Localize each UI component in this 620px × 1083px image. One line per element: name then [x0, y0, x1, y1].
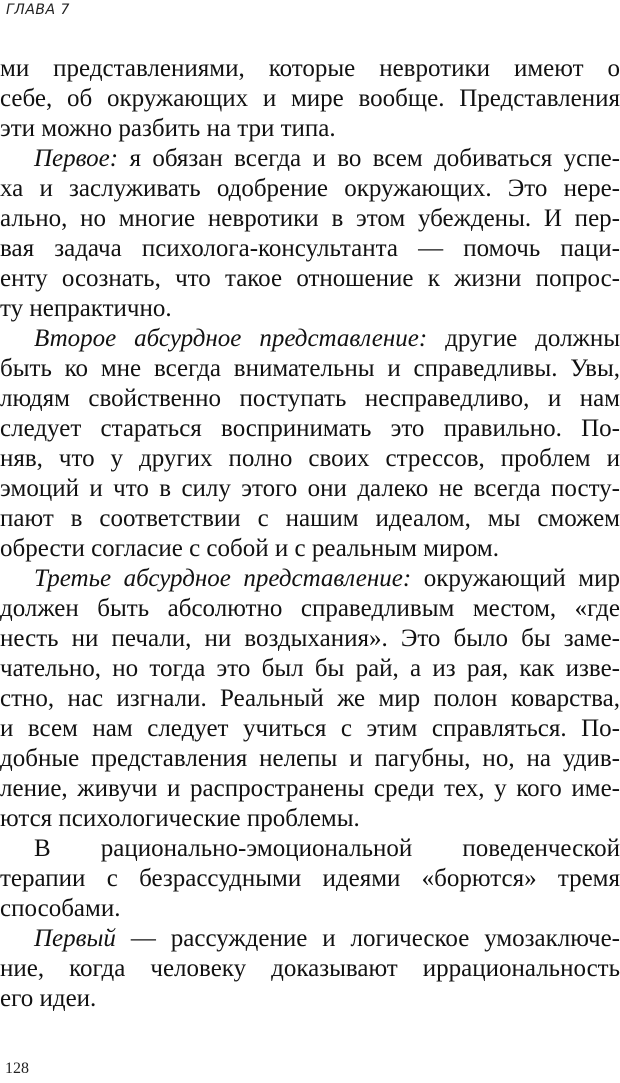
text-run: В рационально-эмоциональной поведенческой	[34, 835, 620, 862]
text-run: ются психологические проблемы.	[0, 805, 360, 832]
text-line	[0, 684, 620, 714]
text-line	[0, 894, 620, 924]
text-line	[0, 264, 620, 294]
text-run: несть ни печали, ни воздыхания». Это было бы заме-	[0, 625, 620, 652]
text-run: ально, но многие невротики в этом убеждены. И пер-	[0, 205, 620, 232]
text-line	[0, 84, 620, 114]
text-line	[0, 204, 620, 234]
text-run: ми представлениями, которые невротики имеют о	[0, 55, 620, 82]
text-run: способами.	[0, 895, 121, 922]
text-run: и всем нам следует учиться с этим справляться. По-	[0, 715, 620, 742]
text-run: следует стараться воспринимать это правильно. По-	[0, 415, 620, 442]
text-run: должен быть абсолютно справедливым местом, «где	[0, 595, 620, 622]
text-run: я обязан всегда и во всем добиваться успе-	[118, 145, 620, 172]
text-run: людям свойственно поступать несправедливо, и нам	[0, 385, 620, 412]
text-line	[0, 234, 620, 264]
text-line	[0, 714, 620, 744]
text-line	[0, 834, 620, 864]
text-run: быть ко мне всегда внимательны и справедливы. Увы,	[0, 355, 620, 382]
text-line	[0, 354, 620, 384]
text-run: окружающий мир	[411, 565, 620, 592]
text-line	[0, 984, 620, 1014]
body-text	[0, 54, 620, 1014]
page-number: 128	[5, 1060, 29, 1077]
text-line	[0, 54, 620, 84]
text-run: чательно, но тогда это был бы рай, а из рая, как изве-	[0, 655, 620, 682]
text-line	[0, 174, 620, 204]
italic-term: Третье абсурдное представление:	[34, 565, 412, 592]
text-run: ха и заслуживать одобрение окружающих. Это нере-	[0, 175, 620, 202]
text-line	[0, 594, 620, 624]
text-line	[0, 294, 620, 324]
text-run: эти можно разбить на три типа.	[0, 115, 336, 142]
text-line	[0, 654, 620, 684]
text-run: себе, об окружающих и мире вообще. Представления	[0, 85, 620, 112]
text-run: добные представления нелепы и пагубны, но, на удив-	[0, 745, 620, 772]
text-line	[0, 384, 620, 414]
text-run: вая задача психолога-консультанта — помочь паци-	[0, 235, 620, 262]
text-line	[0, 804, 620, 834]
text-run: ту непрактично.	[0, 295, 172, 322]
text-run: — рассуждение и логическое умозаключе-	[115, 925, 620, 952]
text-run: терапии с безрассудными идеями «борются» тремя	[0, 865, 620, 892]
chapter-header: ГЛАВА 7	[6, 2, 70, 18]
text-line	[0, 924, 620, 954]
text-line	[0, 414, 620, 444]
text-run: няв, что у других полно своих стрессов, проблем и	[0, 445, 620, 472]
text-line	[0, 534, 620, 564]
text-line	[0, 474, 620, 504]
text-run: эмоций и что в силу этого они далеко не всегда посту-	[0, 475, 620, 502]
text-line	[0, 324, 620, 354]
text-line	[0, 564, 620, 594]
text-run: стно, нас изгнали. Реальный же мир полон коварства,	[0, 685, 620, 712]
text-run: ние, когда человеку доказывают иррациональность	[0, 955, 620, 982]
text-run: обрести согласие с собой и с реальным миром.	[0, 535, 499, 562]
text-line	[0, 444, 620, 474]
text-run: ление, живучи и распространены среди тех, у кого име-	[0, 775, 620, 802]
text-line	[0, 144, 620, 174]
text-line	[0, 954, 620, 984]
text-run: пают в соответствии с нашим идеалом, мы сможем	[0, 505, 620, 532]
text-line	[0, 744, 620, 774]
text-line	[0, 624, 620, 654]
text-line	[0, 864, 620, 894]
italic-term: Первый	[34, 925, 116, 952]
italic-term: Первое:	[34, 145, 119, 172]
text-line	[0, 504, 620, 534]
text-run: енту осознать, что такое отношение к жизни попрос-	[0, 265, 620, 292]
text-run: его идеи.	[0, 985, 97, 1012]
text-line	[0, 114, 620, 144]
italic-term: Второе абсурдное представление:	[34, 325, 428, 352]
text-run: другие должны	[427, 325, 620, 352]
text-line	[0, 774, 620, 804]
